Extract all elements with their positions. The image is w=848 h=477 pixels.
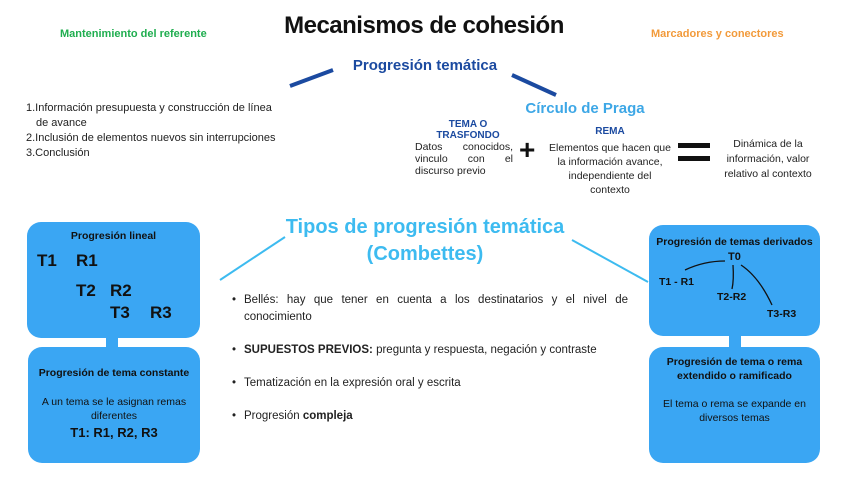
list-item: • Bellés: hay que tener en cuenta a los destinatarios y el nivel de conocimiento <box>230 292 628 326</box>
list-item-text: Progresión <box>244 410 303 422</box>
box-temas-derivados <box>649 225 820 336</box>
tipos-line1: Tipos de progresión temática <box>285 216 565 238</box>
label-r2: R2 <box>110 281 132 300</box>
progresion-tematica-heading: Progresión temática <box>352 57 498 74</box>
box-title: Progresión de tema o rema extendido o ramificado <box>666 356 803 382</box>
label-t2-r2: T2-R2 <box>717 291 747 303</box>
steps-list <box>26 101 326 161</box>
list-item: • Tematización en la expresión oral y escrita <box>230 375 628 392</box>
box-text: A un tema se le asignan remas diferentes <box>41 396 187 422</box>
list-item: 1.Información presupuesta y construcción de línea <box>26 102 272 114</box>
left-label: Mantenimiento del referente <box>60 28 207 40</box>
tipos-line2: (Combettes) <box>366 243 484 265</box>
box-tema-constante <box>28 347 200 463</box>
list-item <box>230 408 628 425</box>
rema-text: Elementos que hacen que la información avance, independiente del contexto <box>548 142 671 196</box>
box-progresion-lineal <box>27 222 200 338</box>
formula: T1: R1, R2, R3 <box>70 425 158 440</box>
label-r1: R1 <box>76 251 98 270</box>
list-item: de avance <box>36 117 87 129</box>
box-tema-extendido <box>649 347 820 463</box>
label-t0: T0 <box>728 251 741 263</box>
rema-heading: REMA <box>595 126 625 137</box>
bullets-list <box>230 292 628 425</box>
label-r3: R3 <box>150 303 172 322</box>
dinamica-text: Dinámica de la información, valor relativo al contexto <box>724 138 812 180</box>
list-item: 3.Conclusión <box>26 147 90 159</box>
label-t3: T3 <box>110 303 130 322</box>
line-left-navy <box>290 70 333 86</box>
label-t1: T1 <box>37 251 57 270</box>
branch-t2 <box>732 265 733 289</box>
list-item-text: pregunta y respuesta, negación y contraste <box>372 344 597 356</box>
right-label: Marcadores y conectores <box>651 28 784 40</box>
list-item <box>230 342 628 359</box>
circulo-praga-heading: Círculo de Praga <box>525 100 645 117</box>
tema-heading: TEMA O TRASFONDO <box>436 119 500 141</box>
bold-label: SUPUESTOS PREVIOS: <box>244 344 373 356</box>
label-t1-r1: T1 - R1 <box>659 276 695 288</box>
label-t2: T2 <box>76 281 96 300</box>
tipos-heading <box>250 214 600 268</box>
box-title: Progresión de temas derivados <box>656 236 813 248</box>
box-title: Progresión lineal <box>70 230 157 242</box>
list-item: 2.Inclusión de elementos nuevos sin interrupciones <box>26 132 276 144</box>
plus-icon: + <box>519 134 536 165</box>
label-t3-r3: T3-R3 <box>767 308 797 320</box>
line-right-navy <box>512 75 556 95</box>
bold-label: compleja <box>302 410 353 422</box>
equals-icon <box>678 143 710 163</box>
tema-text: Datos conocidos, vinculo con el discurso previo <box>415 141 513 177</box>
box-text: El tema o rema se expande en diversos temas <box>662 398 806 424</box>
box-title: Progresión de tema constante <box>38 367 190 379</box>
main-title: Mecanismos de cohesión <box>284 12 564 39</box>
branch-t1 <box>685 261 725 270</box>
